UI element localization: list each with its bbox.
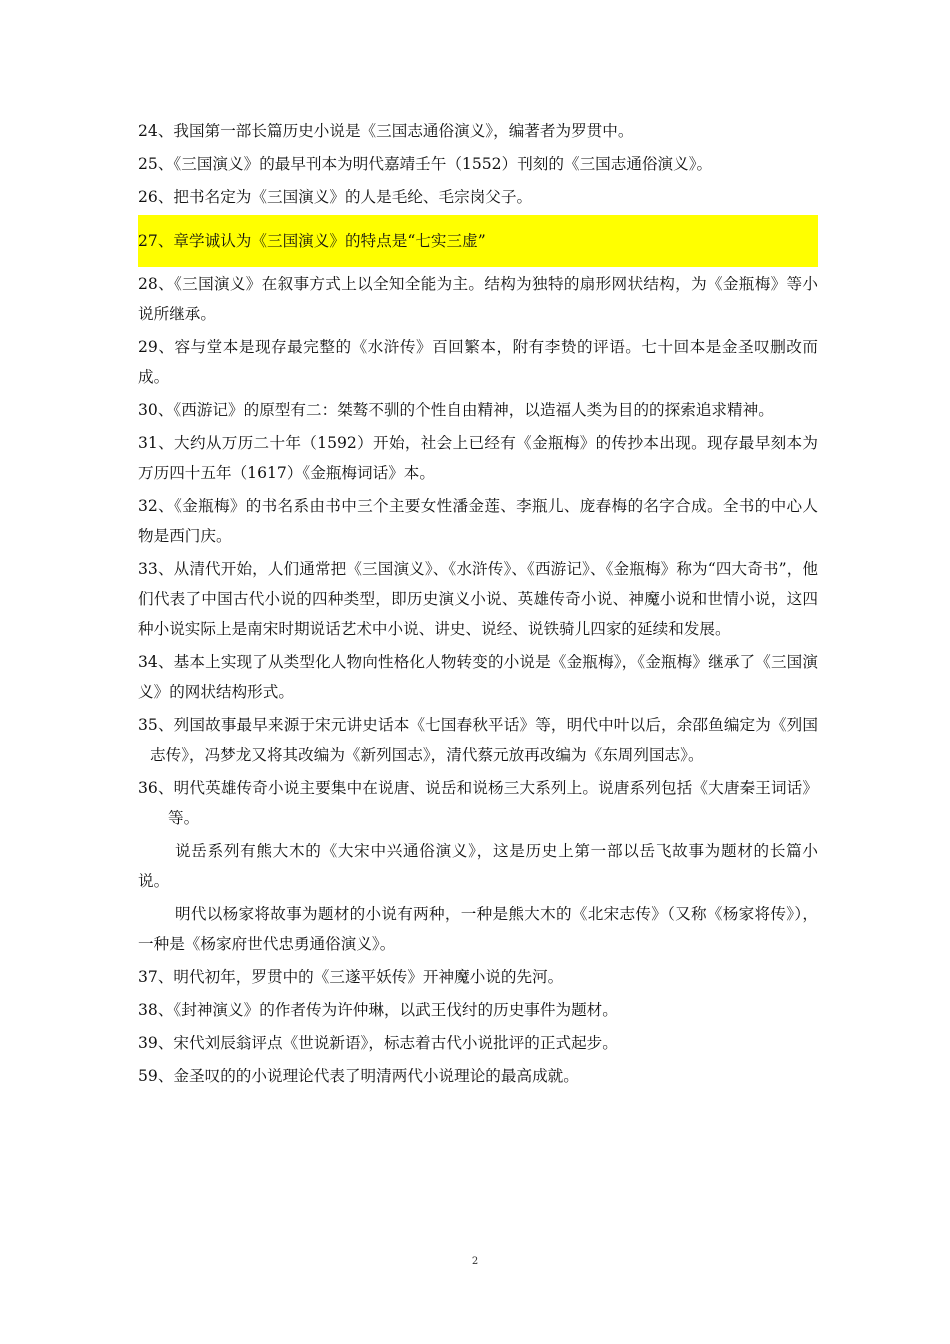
paragraph-26: 26、把书名定为《三国演义》的人是毛纶、毛宗岗父子。 (138, 188, 533, 206)
paragraph-39: 39、宋代刘辰翁评点《世说新语》，标志着古代小说批评的正式起步。 (138, 1034, 618, 1052)
paragraph-36: 36、明代英雄传奇小说主要集中在说唐、说岳和说杨三大系列上。说唐系列包括《大唐秦王词话》等。 (138, 779, 818, 827)
paragraph-25: 25、《三国演义》的最早刊本为明代嘉靖壬午（1552）刊刻的《三国志通俗演义》。 (138, 155, 713, 173)
paragraph-59: 59、金圣叹的的小说理论代表了明清两代小说理论的最高成就。 (138, 1067, 579, 1085)
paragraph-38: 38、《封神演义》的作者传为许仲琳，以武王伐纣的历史事件为题材。 (138, 1001, 618, 1019)
document-body (138, 116, 818, 1091)
page-number: 2 (471, 1256, 479, 1267)
paragraph-36-shuo-yue: 说岳系列有熊大木的《大宋中兴通俗演义》，这是历史上第一部以岳飞故事为题材的长篇小说。 (138, 842, 818, 890)
paragraph-29: 29、容与堂本是现存最完整的《水浒传》百回繁本，附有李贽的评语。七十回本是金圣叹删改而成。 (138, 338, 818, 386)
paragraph-28: 28、《三国演义》在叙事方式上以全知全能为主。结构为独特的扇形网状结构，为《金瓶梅》等小说所继承。 (138, 275, 818, 323)
paragraph-27-highlighted: 27、章学诚认为《三国演义》的特点是“七实三虚” (138, 215, 818, 267)
paragraph-37: 37、明代初年，罗贯中的《三遂平妖传》开神魔小说的先河。 (138, 968, 564, 986)
paragraph-32: 32、《金瓶梅》的书名系由书中三个主要女性潘金莲、李瓶儿、庞春梅的名字合成。全书的中心人物是西门庆。 (138, 497, 818, 545)
paragraph-33: 33、从清代开始，人们通常把《三国演义》、《水浒传》、《西游记》、《金瓶梅》称为“四大奇书”，他们代表了中国古代小说的四种类型，即历史演义小说、英雄传奇小说、神魔小说和世情小说，这四种小说实际上是南宋时期说话艺术中小说、讲史、说经、说铁骑儿四家的延续和发展。 (138, 560, 818, 638)
paragraph-24: 24、我国第一部长篇历史小说是《三国志通俗演义》，编著者为罗贯中。 (138, 122, 634, 140)
paragraph-36-shuo-yang: 明代以杨家将故事为题材的小说有两种，一种是熊大木的《北宋志传》（又称《杨家将传》），一种是《杨家府世代忠勇通俗演义》。 (138, 905, 818, 953)
paragraph-31: 31、大约从万历二十年（1592）开始，社会上已经有《金瓶梅》的传抄本出现。现存最早刻本为万历四十五年（1617）《金瓶梅词话》本。 (138, 434, 818, 482)
paragraph-34: 34、基本上实现了从类型化人物向性格化人物转变的小说是《金瓶梅》，《金瓶梅》继承了《三国演义》的网状结构形式。 (138, 653, 818, 701)
paragraph-30: 30、《西游记》的原型有二：桀骜不驯的个性自由精神，以造福人类为目的的探索追求精神。 (138, 401, 774, 419)
paragraph-35: 35、列国故事最早来源于宋元讲史话本《七国春秋平话》等，明代中叶以后，余邵鱼编定为《列国志传》，冯梦龙又将其改编为《新列国志》，清代蔡元放再改编为《东周列国志》。 (138, 716, 818, 764)
